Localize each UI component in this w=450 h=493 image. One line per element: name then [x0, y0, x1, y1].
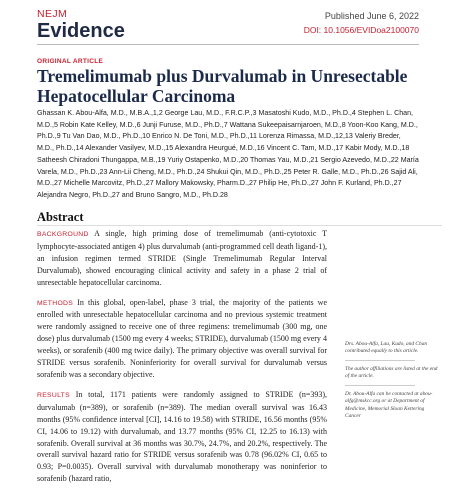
sidebar-divider: [345, 385, 415, 386]
sidebar-divider: [345, 360, 415, 361]
doi-link[interactable]: DOI: 10.1056/EVIDoa2100070: [303, 25, 419, 35]
sidebar-notes: [345, 341, 441, 425]
published-date: Published June 6, 2022: [324, 11, 419, 21]
sidebar-note-affiliations: The author affiliations are listed at the end of the article.: [345, 366, 438, 380]
background-text: A single, high priming dose of tremelimumab (anti-cytotoxic T lymphocyte-associated antigen 4) plus durvalumab (anti-programmed cell death ligand-1), an infusion regimen termed STRIDE (Single Tremelimumab Regular Interval Durvalumab), showed encouraging clinical activity and safety in a phase 2 trial of unresectable hepatocellular carcinoma.: [37, 229, 327, 287]
abstract-divider: [37, 225, 442, 226]
logo-evidence: Evidence: [37, 20, 125, 42]
abstract-heading: Abstract: [37, 210, 84, 224]
sidebar-note-contribution: Drs. Abou-Alfa, Lau, Kudo, and Chan contributed equally to this article.: [345, 341, 428, 355]
background-section: [37, 228, 327, 289]
author-list: Ghassan K. Abou-Alfa, M.D., M.B.A.,1,2 George Lau, M.D., F.R.C.P.,3 Masatoshi Kudo, M.D., Ph.D.,4 Stephen L. Chan, M.D.,5 Robin Kate Kelley, M.D.,6 Junji Furuse, M.D., Ph.D.,7 Wattana Sukeepaisarnjaroen, M.D.,8 Yoon-Koo Kang, M.D., Ph.D.,9 Tu Van Dao, M.D., Ph.D.,10 Enrico N. De Toni, M.D., Ph.D.,11 Lorenza Rimassa, M.D.,12,13 Valeriy Breder, M.D., Ph.D.,14 Alexander Vasilyev, M.D.,15 Alexandra Heurgué, M.D.,16 Vincent C. Tam, M.D.,17 Kabir Mody, M.D.,18 Satheesh Chiradoni Thungappa, M.B.,19 Yuriy Ostapenko, M.D.,20 Thomas Yau, M.D.,21 Sergio Azevedo, M.D.,22 María Varela, M.D., Ph.D.,23 Ann-Lii Cheng, M.D., Ph.D.,24 Shukui Qin, M.D., Ph.D.,25 Peter R. Galle, M.D., Ph.D.,26 Sajid Ali, M.D.,27 Michelle Marcovitz, Ph.D.,27 Mallory Makowsky, Pharm.D.,27 Philip He, Ph.D.,27 John F. Kurland, Ph.D.,27 Alejandra Negro, Ph.D.,27 and Bruno Sangro, M.D., Ph.D.28: [37, 109, 419, 199]
logo-nejm: NEJM: [37, 8, 68, 20]
publication-info: [304, 10, 419, 36]
header-divider: [37, 44, 419, 45]
journal-logo: [37, 8, 125, 41]
sidebar-note-contact: Dr. Abou-Alfa can be contacted at abou-alfg@mskcc.org or at Department of Medicine, Memorial Sloan Kettering Cancer: [345, 391, 433, 419]
methods-text: In this global, open-label, phase 3 trial, the majority of the patients we enrolled with unresectable hepatocellular carcinoma and no previous systemic treatment were randomly assigned to receive one of three regimens: tremelimumab (300 mg, one dose) plus durvalumab (1500 mg every 4 weeks; STRIDE), durvalumab (1500 mg every 4 weeks), or sorafenib (400 mg twice daily). The primary objective was overall survival for STRIDE versus sorafenib. Noninferiority for overall survival for durvalumab versus sorafenib was a secondary objective.: [37, 297, 328, 379]
methods-section: [37, 297, 327, 381]
results-label: RESULTS: [37, 391, 70, 399]
results-text: In total, 1171 patients were randomly assigned to STRIDE (n=393), durvalumab (n=389), or sorafenib (n=389). The median overall survival was 16.43 months (95% confidence interval [CI], 14.16 to 19.58) with STRIDE, 16.56 months (95% CI, 14.06 to 19.12) with durvalumab, and 13.77 months (95% CI, 12.25 to 16.13) with sorafenib. Overall survival at 36 months was 30.7%, 24.7%, and 20.2%, respectively. The overall survival hazard ratio for STRIDE versus sorafenib was 0.78 (96.02% CI, 0.65 to 0.93; P=0.0035). Overall survival with durvalumab monotherapy was noninferior to sorafenib (hazard ratio,: [37, 389, 327, 484]
abstract-body: [37, 228, 327, 493]
results-section: [37, 389, 327, 485]
article-type-label: ORIGINAL ARTICLE: [37, 58, 104, 65]
methods-label: METHODS: [37, 299, 74, 307]
background-label: BACKGROUND: [37, 231, 89, 238]
article-title: Tremelimumab plus Durvalumab in Unresectable Hepatocellular Carcinoma: [37, 66, 408, 106]
